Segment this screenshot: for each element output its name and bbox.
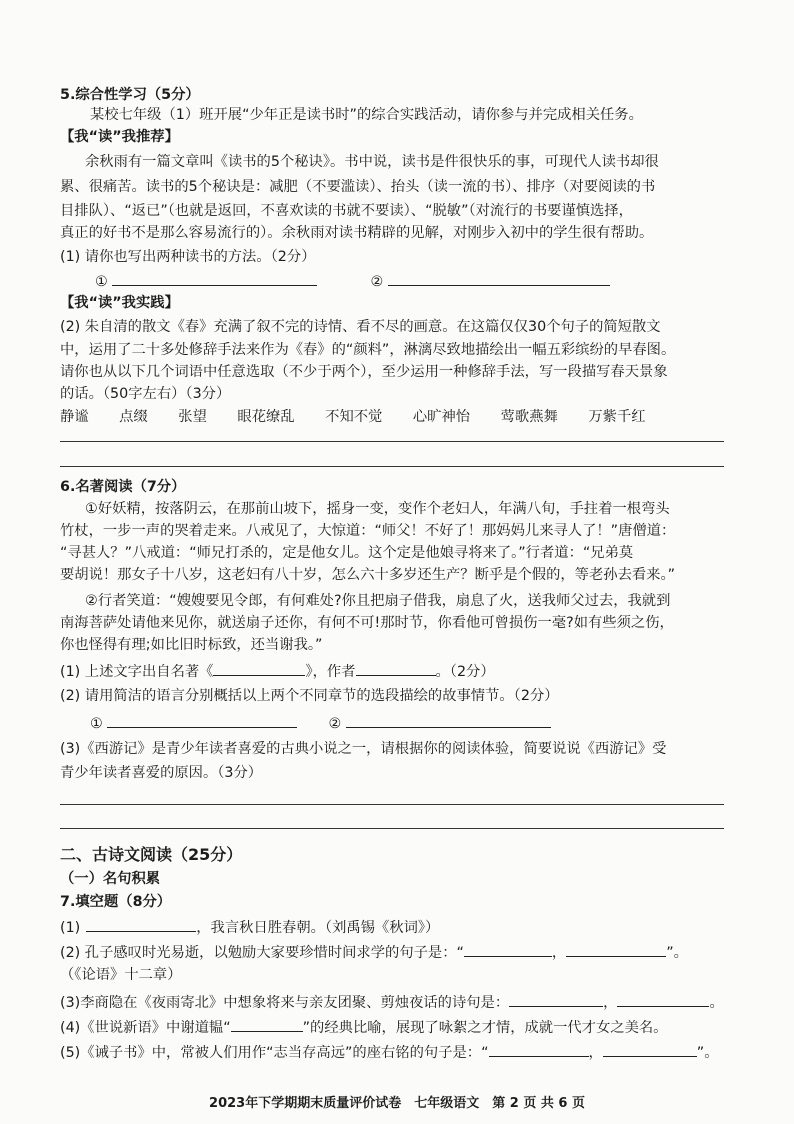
q6-answer-row-2 (90, 712, 760, 735)
fill-blank[interactable] (566, 941, 666, 957)
answer-blank[interactable] (112, 270, 317, 286)
fill-blank[interactable] (231, 1016, 303, 1032)
q7-line-2 (60, 941, 730, 964)
close-quote: ”。 (666, 945, 688, 961)
q6-excerpt-line: ①好妖精，按落阴云，在那前山坡下，摇身一变，变作个老妇人，年满八旬，手拄着一根弯头 (85, 501, 670, 517)
q6-excerpt-line: 要胡说！那女子十八岁，这老妇有八十岁，怎么六十多岁还生产？断乎是个假的，等老孙去看来。” (60, 567, 676, 583)
q5-question-2-line: 中，运用了二十多处修辞手法来作为《春》的“颜料”，淋漓尽致地描绘出一幅五彩缤纷的早春图。 (60, 342, 676, 358)
word-item: 静谧 (60, 409, 89, 425)
q6-excerpt-line: 竹杖，一步一声的哭着走来。八戒见了，大惊道：“师父！不好了！那妈妈儿来寻人了！”唐僧道： (60, 523, 676, 539)
answer-line[interactable] (60, 466, 724, 467)
fill-blank[interactable] (464, 941, 552, 957)
comma: ， (588, 1045, 603, 1061)
q5-question-2-line: (2) 朱自清的散文《春》充满了叙不完的诗情、看不尽的画意。在这篇仅仅30个句子的简短散文 (60, 319, 661, 335)
q5-section-recommend: 【我“读”我推荐】 (60, 129, 179, 145)
answer-line[interactable] (60, 804, 724, 805)
comma: ， (551, 945, 567, 961)
answer-marker-1: ① (90, 716, 103, 732)
q7-title: 7.填空题（8分） (60, 894, 172, 910)
q7-line-4-rest: ”的经典比喻，展现了咏絮之才情，成就一代才女之美名。 (302, 1020, 668, 1036)
word-item: 不知不觉 (325, 409, 383, 425)
q5-intro: 某校七年级（1）班开展“少年正是读书时”的综合实践活动，请你参与并完成相关任务。 (90, 107, 643, 123)
q6-excerpt-line: 南海菩萨处请他来见你，就送扇子还你，有何不可!那时节，你看他可曾损伤一毫?如有些须之伤， (60, 615, 674, 631)
q5-passage-line: 累、很痛苦。读书的5个秘诀是：减肥（不要滥读）、抬头（读一流的书）、排序（对要阅读的书 (60, 179, 656, 195)
q5-question-2-line: 的话。（50字左右）（3分） (60, 386, 231, 402)
q5-passage-line: 目排队）、“返已”（也就是返回，不喜欢读的书就不要读）、“脱敏”（对流行的书要谨慎选择， (60, 203, 633, 219)
answer-blank[interactable] (107, 712, 297, 728)
word-item: 万紫千红 (588, 409, 646, 425)
word-item: 心旷神怡 (412, 409, 471, 425)
q6-q1-suffix: 。（2分） (435, 664, 495, 680)
q6-q1-author-label: 》，作者 (305, 664, 356, 680)
word-item: 点缀 (119, 409, 148, 425)
item-number: (1) (60, 920, 81, 936)
q5-question-1: (1) 请你也写出两种读书的方法。（2分） (60, 249, 316, 265)
q6-excerpt-line: ②行者笑道：“嫂嫂要见令郎，有何难处?你且把扇子借我，扇息了火，送我师父过去，我就到 (85, 593, 671, 609)
word-item: 眼花缭乱 (237, 409, 295, 425)
fill-blank[interactable] (509, 991, 603, 1007)
q5-passage-line: 余秋雨有一篇文章叫《读书的5个秘诀》。书中说，读书是件很快乐的事，可现代人读书却很 (85, 154, 659, 170)
q7-line-2-text: (2) 孔子感叹时光易逝，以勉励大家要珍惜时间求学的句子是：“ (60, 945, 464, 961)
q5-passage-line: 真正的好书不是那么容易流行的）。余秋雨对读书精辟的见解，对刚步入初中的学生很有帮助。 (60, 225, 654, 241)
q7-line-3 (60, 991, 730, 1014)
period: 。 (709, 995, 724, 1011)
q7-line-4-text: (4)《世说新语》中谢道韫“ (60, 1020, 231, 1036)
fill-blank[interactable] (603, 1041, 697, 1057)
answer-marker-2: ② (370, 274, 384, 290)
q5-question-2-line: 请你也从以下几个词语中任意选取（不少于两个），至少运用一种修辞手法，写一段描写春天景象 (60, 364, 668, 380)
q5-word-list (60, 406, 730, 428)
answer-marker-2: ② (328, 716, 342, 732)
author-blank[interactable] (356, 660, 436, 676)
q6-excerpt-line: 你也怪得有理;如比旧时标致，还当谢我。” (60, 637, 323, 653)
q7-line-2-source: （《论语》十二章） (60, 967, 182, 983)
q5-title: 5.综合性学习（5分） (60, 87, 200, 103)
answer-marker-1: ① (95, 274, 108, 290)
word-item: 张望 (178, 409, 207, 425)
fill-blank[interactable] (86, 916, 196, 932)
close-quote: ”。 (696, 1045, 719, 1061)
q7-line-4 (60, 1016, 730, 1039)
q7-line-1 (60, 916, 730, 939)
answer-blank[interactable] (346, 712, 551, 728)
q6-question-2: (2) 请用简洁的语言分别概括以上两个不同章节的选段描绘的故事情节。（2分） (60, 688, 559, 704)
q6-excerpt-line: “寻甚人？”八戒道：“师兄打杀的，定是他女儿。这个定是他娘寻将来了。”行者道：“兄弟莫 (60, 545, 634, 561)
answer-line[interactable] (60, 441, 724, 442)
q6-question-3-line: (3)《西游记》是青少年读者喜爱的古典小说之一，请根据你的阅读体验，简要说说《西游记》受 (60, 741, 667, 757)
answer-line[interactable] (60, 828, 724, 829)
q5-answer-row-1 (95, 270, 765, 293)
q7-line-5 (60, 1041, 730, 1064)
answer-blank[interactable] (388, 270, 610, 286)
q7-line-5-text: (5)《诫子书》中，常被人们用作“志当存高远”的座右铭的句子是：“ (60, 1045, 489, 1061)
page-footer: 2023年下学期期末质量评价试卷 七年级语文 第 2 页 共 6 页 (209, 1096, 585, 1111)
q7-line-3-text: (3)李商隐在《夜雨寄北》中想象将来与亲友团聚、剪烛夜话的诗句是： (60, 995, 510, 1011)
part2-subsection: （一）名句积累 (60, 871, 161, 887)
word-item: 莺歌燕舞 (500, 409, 558, 425)
q5-section-practice: 【我“读”我实践】 (60, 295, 179, 311)
q6-title: 6.名著阅读（7分） (60, 479, 186, 495)
book-title-blank[interactable] (213, 660, 305, 676)
q7-line-1-text: ，我言秋日胜春朝。（刘禹锡《秋词》） (196, 920, 440, 936)
fill-blank[interactable] (489, 1041, 589, 1057)
q6-q1-prefix: (1) 上述文字出自名著《 (60, 664, 214, 680)
q6-question-3-line: 青少年读者喜爱的原因。（3分） (60, 765, 263, 781)
q6-question-1 (60, 660, 730, 683)
fill-blank[interactable] (617, 991, 709, 1007)
part2-title: 二、古诗文阅读（25分） (60, 845, 243, 864)
comma: ， (603, 995, 618, 1011)
